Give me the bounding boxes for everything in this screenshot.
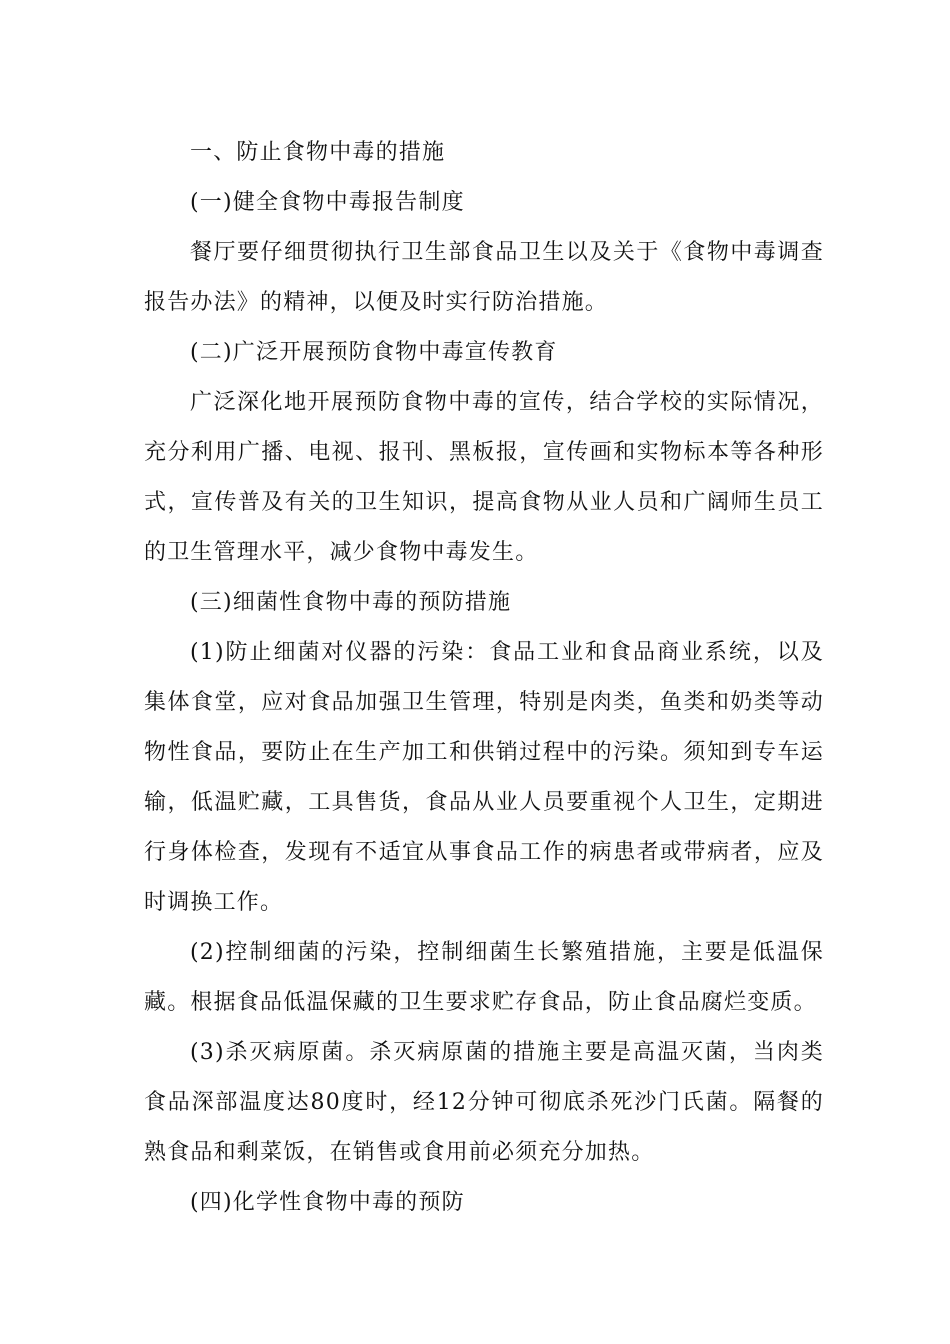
body-paragraph: 餐厅要仔细贯彻执行卫生部食品卫生以及关于《食物中毒调查报告办法》的精神，以便及时实行防治措施。	[144, 240, 824, 315]
body-paragraph: (2)控制细菌的污染，控制细菌生长繁殖措施，主要是低温保藏。根据食品低温保藏的卫生要求贮存食品，防止食品腐烂变质。	[144, 940, 824, 1015]
body-paragraph: (3)杀灭病原菌。杀灭病原菌的措施主要是高温灭菌，当肉类食品深部温度达80度时，经12分钟可彻底杀死沙门氏菌。隔餐的熟食品和剩菜饭，在销售或食用前必须充分加热。	[144, 1040, 824, 1165]
subsection-heading-1: (一)健全食物中毒报告制度	[190, 190, 465, 215]
body-paragraph: 广泛深化地开展预防食物中毒的宣传，结合学校的实际情况，充分利用广播、电视、报刊、黑板报，宣传画和实物标本等各种形式，宣传普及有关的卫生知识，提高食物从业人员和广阔师生员工的卫生管理水平，减少食物中毒发生。	[144, 390, 824, 565]
section-heading-1: 一、防止食物中毒的措施	[190, 140, 446, 165]
subsection-heading-3: (三)细菌性食物中毒的预防措施	[190, 590, 512, 615]
document-body	[144, 128, 824, 1228]
body-paragraph: (1)防止细菌对仪器的污染：食品工业和食品商业系统，以及集体食堂，应对食品加强卫生管理，特别是肉类，鱼类和奶类等动物性食品，要防止在生产加工和供销过程中的污染。须知到专车运输，低温贮藏，工具售货，食品从业人员要重视个人卫生，定期进行身体检查，发现有不适宜从事食品工作的病患者或带病者，应及时调换工作。	[144, 640, 824, 915]
subsection-heading-4: (四)化学性食物中毒的预防	[190, 1190, 465, 1215]
subsection-heading-2: (二)广泛开展预防食物中毒宣传教育	[190, 340, 558, 365]
